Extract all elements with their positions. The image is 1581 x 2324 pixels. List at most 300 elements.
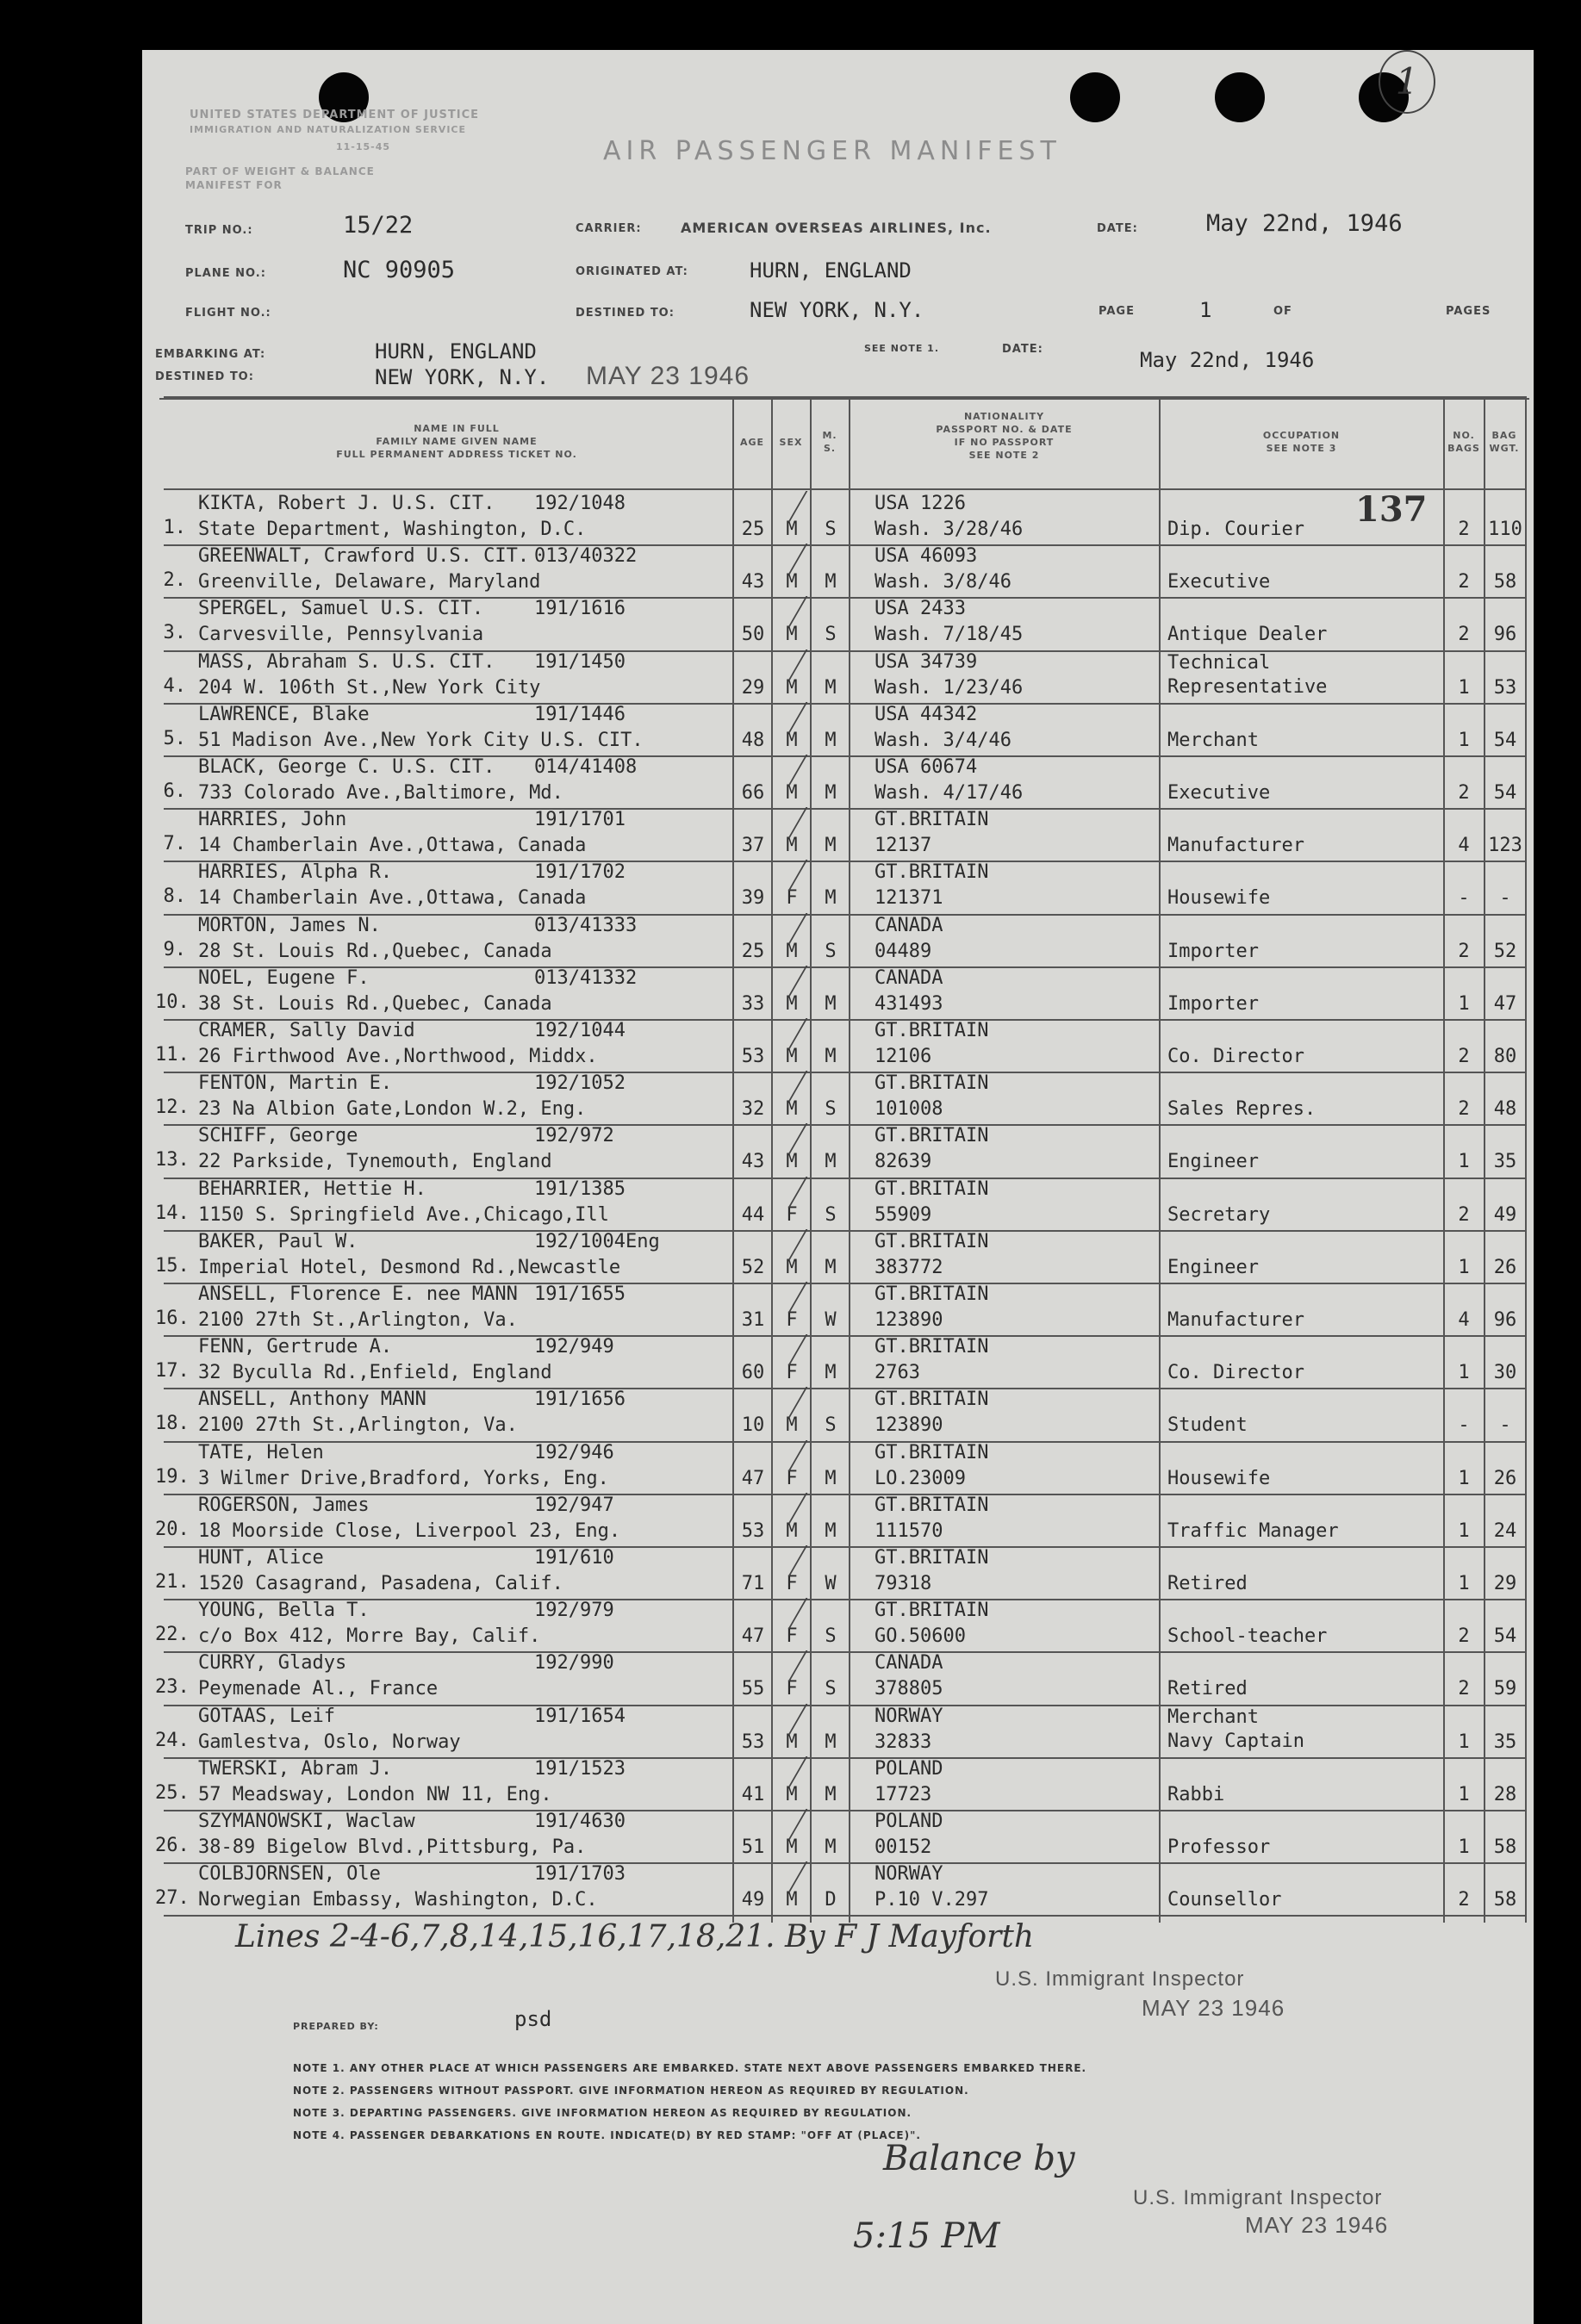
occupation: Antique Dealer	[1167, 624, 1328, 646]
nationality: NORWAY	[875, 1863, 943, 1886]
occupation: Counsellor	[1167, 1889, 1282, 1911]
passenger-sex: M	[786, 624, 798, 646]
corner-number: 1	[1379, 50, 1435, 114]
passenger-name: TATE, Helen	[198, 1441, 324, 1463]
passenger-age: 53	[741, 1519, 765, 1542]
passenger-name: CURRY, Gladys	[198, 1652, 347, 1675]
passenger-name: KIKTA, Robert J. U.S. CIT.	[198, 493, 495, 514]
marital-status: M	[825, 835, 837, 857]
prepared-label: PREPARED BY:	[293, 2021, 379, 2032]
passenger-address: State Department, Washington, D.C.	[198, 519, 587, 540]
row-number: 5.	[163, 727, 186, 749]
bag-count: 1	[1458, 1783, 1470, 1805]
office-label: UNITED STATES DEPARTMENT OF JUSTICE	[190, 109, 480, 121]
passenger-sex: F	[786, 1625, 798, 1648]
table-row	[155, 1230, 1527, 1283]
bag-count: 1	[1458, 676, 1470, 699]
occupation: Secretary	[1167, 1203, 1271, 1226]
passenger-age: 55	[741, 1678, 765, 1700]
passenger-age: 33	[741, 992, 765, 1015]
passenger-sex: M	[786, 676, 798, 699]
passenger-age: 48	[741, 729, 765, 751]
marital-status: S	[825, 940, 837, 962]
passport: 32833	[875, 1731, 932, 1753]
table-row	[155, 1705, 1527, 1758]
ticket-number: 191/1701	[534, 809, 626, 831]
bag-count: 4	[1458, 1309, 1470, 1331]
bag-weight: 48	[1493, 1098, 1517, 1121]
ticket-number: 191/610	[534, 1547, 614, 1569]
bag-count: 1	[1458, 729, 1470, 751]
bag-weight: 58	[1493, 571, 1517, 593]
occupation: Engineer	[1167, 1256, 1259, 1278]
passenger-address: Norwegian Embassy, Washington, D.C.	[198, 1889, 598, 1911]
nationality: GT.BRITAIN	[875, 1547, 989, 1569]
col-passport-header: NATIONALITY PASSPORT NO. & DATE IF NO PASSPORT SEE NOTE 2	[936, 411, 1073, 461]
nationality: USA 46093	[875, 545, 978, 568]
table-row	[155, 1178, 1527, 1231]
marital-status: M	[825, 1731, 837, 1753]
passenger-name: GOTAAS, Leif	[198, 1705, 335, 1727]
passenger-age: 41	[741, 1783, 765, 1805]
bag-weight: 96	[1493, 1309, 1517, 1331]
ticket-number: 191/1446	[534, 703, 626, 725]
table-row	[155, 1283, 1527, 1336]
bag-weight: 53	[1493, 676, 1517, 699]
marital-status: S	[825, 1414, 837, 1437]
marital-status: W	[825, 1309, 837, 1331]
bag-count: -	[1458, 1414, 1470, 1437]
nationality: GT.BRITAIN	[875, 1283, 989, 1305]
bag-weight: 26	[1493, 1467, 1517, 1489]
passenger-sex: M	[786, 1836, 798, 1858]
row-number: 15.	[155, 1254, 190, 1277]
nationality: GT.BRITAIN	[875, 1336, 989, 1358]
check-mark	[715, 1861, 808, 1892]
bag-weight: 35	[1493, 1151, 1517, 1173]
passenger-address: Gamlestva, Oslo, Norway	[198, 1731, 461, 1753]
row-number: 27.	[155, 1887, 190, 1910]
table-row	[155, 1336, 1527, 1389]
passenger-sex: M	[786, 992, 798, 1015]
nationality: USA 34739	[875, 650, 978, 673]
passenger-sex: M	[786, 1889, 798, 1911]
row-number: 11.	[155, 1044, 190, 1066]
bag-weight: 54	[1493, 782, 1517, 804]
check-mark	[715, 702, 808, 733]
passenger-address: 26 Firthwood Ave.,Northwood, Middx.	[198, 1046, 598, 1067]
passport: 383772	[875, 1256, 943, 1278]
passenger-sex: M	[786, 835, 798, 857]
bag-count: 1	[1458, 1467, 1470, 1489]
marital-status: M	[825, 1519, 837, 1542]
passenger-age: 50	[741, 624, 765, 646]
ticket-number: 191/1656	[534, 1389, 626, 1411]
bag-count: 4	[1458, 835, 1470, 857]
bag-count: 1	[1458, 1836, 1470, 1858]
passenger-address: 1150 S. Springfield Ave.,Chicago,Ill	[198, 1203, 609, 1226]
marital-status: M	[825, 1151, 837, 1173]
row-number: 16.	[155, 1308, 190, 1329]
bag-weight: 96	[1493, 624, 1517, 646]
ticket-number: 013/40322	[534, 545, 638, 568]
passenger-age: 43	[741, 1151, 765, 1173]
weight-total: 137	[1355, 489, 1428, 530]
ticket-number: 192/1052	[534, 1072, 626, 1095]
bag-count: 1	[1458, 1362, 1470, 1384]
occupation: Manufacturer	[1167, 1309, 1304, 1331]
row-number: 10.	[155, 991, 190, 1013]
passport: 00152	[875, 1836, 932, 1858]
check-mark	[715, 544, 808, 575]
row-number: 8.	[163, 885, 186, 908]
nationality: GT.BRITAIN	[875, 809, 989, 831]
nationality: USA 60674	[875, 756, 978, 778]
bag-count: 2	[1458, 1203, 1470, 1226]
col-bags-header: NO. BAGS	[1447, 430, 1480, 454]
ticket-number: 192/972	[534, 1125, 614, 1147]
passenger-name: FENTON, Martin E.	[198, 1072, 393, 1095]
marital-status: M	[825, 676, 837, 699]
marital-status: W	[825, 1573, 837, 1594]
marital-status: M	[825, 571, 837, 593]
passenger-sex: M	[786, 729, 798, 751]
passenger-address: 14 Chamberlain Ave.,Ottawa, Canada	[198, 835, 587, 857]
marital-status: M	[825, 782, 837, 804]
check-mark	[715, 913, 808, 944]
occupation: Engineer	[1167, 1151, 1259, 1173]
marital-status: M	[825, 1046, 837, 1067]
table-row	[155, 1547, 1527, 1600]
occupation: Importer	[1167, 992, 1259, 1015]
table-row	[155, 1811, 1527, 1863]
passenger-address: 204 W. 106th St.,New York City	[198, 676, 541, 699]
passenger-address: 3 Wilmer Drive,Bradford, Yorks, Eng.	[198, 1467, 609, 1489]
notes-list	[293, 2057, 1086, 2147]
passenger-sex: F	[786, 1309, 798, 1331]
passenger-name: SCHIFF, George	[198, 1125, 358, 1147]
occupation: Executive	[1167, 782, 1271, 804]
embarking-value: HURN, ENGLAND	[375, 339, 537, 364]
passenger-name: SZYMANOWSKI, Waclaw	[198, 1811, 415, 1832]
row-number: 21.	[155, 1571, 190, 1593]
passenger-address: 2100 27th St.,Arlington, Va.	[198, 1309, 518, 1331]
nationality: GT.BRITAIN	[875, 1125, 989, 1147]
passenger-address: Imperial Hotel, Desmond Rd.,Newcastle	[198, 1256, 621, 1278]
ticket-number: 192/949	[534, 1336, 614, 1358]
bag-count: 2	[1458, 940, 1470, 962]
occupation: Retired	[1167, 1678, 1248, 1700]
ticket-number: 191/4630	[534, 1811, 626, 1832]
occupation: Student	[1167, 1414, 1248, 1437]
bag-weight: 52	[1493, 940, 1517, 962]
check-mark	[715, 1704, 808, 1735]
check-mark	[715, 807, 808, 838]
passenger-name: SPERGEL, Samuel U.S. CIT.	[198, 598, 484, 620]
bag-weight: 47	[1493, 992, 1517, 1015]
row-number: 12.	[155, 1097, 190, 1119]
passenger-name: FENN, Gertrude A.	[198, 1336, 393, 1358]
nationality: CANADA	[875, 966, 943, 989]
originated-label: ORIGINATED AT:	[576, 265, 688, 278]
passenger-age: 43	[741, 571, 765, 593]
check-mark	[715, 1282, 808, 1313]
bag-weight: 35	[1493, 1731, 1517, 1753]
occupation: School-teacher	[1167, 1625, 1328, 1648]
passenger-address: Carvesville, Pennsylvania	[198, 624, 484, 646]
bag-weight: 26	[1493, 1256, 1517, 1278]
ticket-number: 192/1004Eng	[534, 1230, 660, 1252]
ticket-number: 192/1044	[534, 1020, 626, 1041]
occupation: Housewife	[1167, 887, 1271, 910]
nationality: GT.BRITAIN	[875, 1441, 989, 1463]
bag-count: 2	[1458, 782, 1470, 804]
trip-label: TRIP NO.:	[185, 224, 253, 237]
passport: 101008	[875, 1098, 943, 1121]
page-title: AIR PASSENGER MANIFEST	[603, 136, 1061, 166]
passenger-name: BEHARRIER, Hettie H.	[198, 1178, 426, 1200]
occupation: Traffic Manager	[1167, 1519, 1339, 1542]
nationality: GT.BRITAIN	[875, 1072, 989, 1095]
punch-hole	[1070, 72, 1120, 122]
marital-status: S	[825, 1625, 837, 1648]
col-sex-header: SEX	[779, 437, 803, 448]
ticket-number: 192/990	[534, 1652, 614, 1675]
ticket-number: 191/1702	[534, 861, 626, 884]
inspector-stamp: MAY 23 1946	[1142, 1995, 1285, 2021]
passenger-age: 66	[741, 782, 765, 804]
passenger-sex: F	[786, 1678, 798, 1700]
passenger-sex: F	[786, 1203, 798, 1226]
inspector-label: U.S. Immigrant Inspector	[995, 1967, 1245, 1991]
table-row	[155, 1072, 1527, 1125]
passenger-age: 47	[741, 1467, 765, 1489]
passenger-sex: M	[786, 1519, 798, 1542]
footnote: NOTE 1. ANY OTHER PLACE AT WHICH PASSENGERS ARE EMBARKED. STATE NEXT ABOVE PASSENGERS EMBARKED THERE.	[293, 2062, 1087, 2074]
destined2-label: DESTINED TO:	[155, 370, 254, 383]
passenger-age: 37	[741, 835, 765, 857]
occupation: Co. Director	[1167, 1046, 1304, 1067]
trip-number: 15/22	[343, 212, 414, 239]
passenger-address: 57 Meadsway, London NW 11, Eng.	[198, 1783, 552, 1805]
nationality: USA 2433	[875, 598, 966, 620]
ticket-number: 191/1385	[534, 1178, 626, 1200]
check-mark	[715, 1598, 808, 1629]
ticket-number: 192/946	[534, 1441, 614, 1463]
bag-weight: 59	[1493, 1678, 1517, 1700]
passenger-name: NOEL, Eugene F.	[198, 966, 370, 989]
passenger-age: 53	[741, 1731, 765, 1753]
marital-status: M	[825, 1836, 837, 1858]
of-label: OF	[1273, 305, 1292, 318]
bag-count: 2	[1458, 1889, 1470, 1911]
nationality: USA 44342	[875, 703, 978, 725]
ticket-number: 191/1450	[534, 650, 626, 673]
row-number: 7.	[163, 833, 186, 855]
passport: GO.50600	[875, 1625, 966, 1648]
passport: 121371	[875, 887, 943, 910]
occupation: Executive	[1167, 571, 1271, 593]
passenger-name: GREENWALT, Crawford U.S. CIT.	[198, 545, 530, 568]
bag-count: 1	[1458, 1256, 1470, 1278]
flight-label: FLIGHT NO.:	[185, 307, 271, 320]
bag-count: 1	[1458, 1573, 1470, 1594]
passenger-age: 53	[741, 1046, 765, 1067]
passenger-name: CRAMER, Sally David	[198, 1020, 415, 1041]
passport: 378805	[875, 1678, 943, 1700]
bag-weight: 49	[1493, 1203, 1517, 1226]
occupation: Manufacturer	[1167, 835, 1304, 857]
passenger-address: 28 St. Louis Rd.,Quebec, Canada	[198, 940, 552, 962]
row-divider	[164, 1915, 1527, 1917]
passenger-address: c/o Box 412, Morre Bay, Calif.	[198, 1625, 541, 1648]
passenger-age: 52	[741, 1256, 765, 1278]
passenger-name: MORTON, James N.	[198, 914, 381, 936]
table-row	[164, 809, 1527, 861]
col-ms-header: M. S.	[822, 430, 837, 454]
passenger-name: ANSELL, Florence E. nee MANN	[198, 1283, 518, 1305]
bag-weight: 80	[1493, 1046, 1517, 1067]
table-row	[155, 1125, 1527, 1178]
check-mark	[715, 1123, 808, 1154]
passenger-sex: M	[786, 1256, 798, 1278]
check-mark	[715, 1334, 808, 1365]
passenger-address: 14 Chamberlain Ave.,Ottawa, Canada	[198, 887, 587, 910]
bag-count: -	[1458, 887, 1470, 910]
marital-status: S	[825, 1098, 837, 1121]
passenger-address: Peymenade Al., France	[198, 1678, 439, 1700]
passport: 55909	[875, 1203, 932, 1226]
date-value: May 22nd, 1946	[1206, 210, 1403, 237]
weight-note-2: MANIFEST FOR	[185, 179, 283, 191]
marital-status: S	[825, 1678, 837, 1700]
marital-status: S	[825, 624, 837, 646]
nationality: GT.BRITAIN	[875, 1020, 989, 1041]
carrier-value: AMERICAN OVERSEAS AIRLINES, Inc.	[681, 220, 992, 236]
table-row	[155, 1757, 1527, 1811]
passenger-address: 2100 27th St.,Arlington, Va.	[198, 1414, 518, 1437]
marital-status: M	[825, 729, 837, 751]
occupation: Co. Director	[1167, 1362, 1304, 1384]
occupation: Importer	[1167, 940, 1259, 962]
nationality: POLAND	[875, 1811, 943, 1832]
nationality: CANADA	[875, 1652, 943, 1675]
page-number: 1	[1199, 298, 1212, 322]
passenger-address: 733 Colorado Ave.,Baltimore, Md.	[198, 782, 563, 804]
page-label: PAGE	[1099, 305, 1135, 318]
marital-status: S	[825, 1203, 837, 1226]
row-number: 23.	[155, 1676, 190, 1699]
table-row	[164, 598, 1527, 650]
bag-count: 1	[1458, 992, 1470, 1015]
passenger-sex: M	[786, 1046, 798, 1067]
table-row	[155, 1863, 1527, 1916]
table-row	[164, 861, 1527, 914]
lines-note: Lines 2-4-6,7,8,14,15,16,17,18,21. By F J Mayforth	[235, 1919, 1035, 1954]
passenger-address: 23 Na Albion Gate,London W.2, Eng.	[198, 1098, 587, 1121]
passenger-table	[155, 396, 1527, 1923]
bag-weight: 29	[1493, 1573, 1517, 1594]
pages-label: PAGES	[1446, 305, 1491, 318]
date-stamp: MAY 23 1946	[586, 362, 750, 390]
marital-status: M	[825, 1783, 837, 1805]
time-note: 5:15 PM	[853, 2216, 1000, 2256]
check-mark	[715, 1177, 808, 1208]
table-row	[164, 651, 1527, 704]
occupation: Merchant	[1167, 729, 1259, 751]
occupation: Dip. Courier	[1167, 519, 1304, 540]
occupation: Technical Representative	[1167, 651, 1328, 698]
passenger-sex: M	[786, 519, 798, 540]
passenger-address: 22 Parkside, Tynemouth, England	[198, 1151, 552, 1173]
bag-weight: 24	[1493, 1519, 1517, 1542]
bag-weight: 110	[1488, 519, 1522, 540]
passenger-name: ROGERSON, James	[198, 1494, 370, 1516]
nationality: GT.BRITAIN	[875, 1230, 989, 1252]
table-row	[164, 493, 1527, 545]
table-row	[164, 915, 1527, 967]
bag-count: 2	[1458, 1046, 1470, 1067]
nationality: GT.BRITAIN	[875, 861, 989, 884]
destined-label: DESTINED TO:	[576, 307, 675, 320]
bag-weight: 58	[1493, 1836, 1517, 1858]
nationality: GT.BRITAIN	[875, 1389, 989, 1411]
passenger-sex: F	[786, 1573, 798, 1594]
check-mark	[715, 1756, 808, 1787]
bag-weight: 58	[1493, 1889, 1517, 1911]
passport: Wash. 3/4/46	[875, 729, 1011, 751]
bag-weight: -	[1499, 887, 1511, 910]
passenger-sex: F	[786, 1467, 798, 1489]
row-number: 1.	[163, 517, 186, 538]
passport: Wash. 1/23/46	[875, 676, 1024, 699]
ticket-number: 191/1523	[534, 1757, 626, 1780]
passenger-age: 47	[741, 1625, 765, 1648]
passport: 431493	[875, 992, 943, 1015]
passenger-name: LAWRENCE, Blake	[198, 703, 370, 725]
table-row	[164, 756, 1527, 809]
passenger-name: MASS, Abraham S. U.S. CIT.	[198, 650, 495, 673]
date2-label: DATE:	[1002, 343, 1043, 356]
passenger-sex: M	[786, 1414, 798, 1437]
row-number: 9.	[163, 938, 186, 960]
bag-weight: 54	[1493, 1625, 1517, 1648]
occupation: Sales Repres.	[1167, 1098, 1316, 1121]
row-number: 4.	[163, 674, 186, 697]
table-row	[164, 704, 1527, 756]
row-number: 22.	[155, 1624, 190, 1646]
passenger-address: 18 Moorside Close, Liverpool 23, Eng.	[198, 1519, 621, 1542]
table-row	[155, 1020, 1527, 1072]
marital-status: M	[825, 992, 837, 1015]
passenger-age: 25	[741, 940, 765, 962]
col-age-header: AGE	[739, 437, 765, 448]
passenger-sex: F	[786, 1362, 798, 1384]
bag-weight: 30	[1493, 1362, 1517, 1384]
plane-label: PLANE NO.:	[185, 267, 266, 280]
passport: Wash. 4/17/46	[875, 782, 1024, 804]
passport: 12106	[875, 1046, 932, 1067]
check-mark	[715, 596, 808, 627]
bag-count: 1	[1458, 1151, 1470, 1173]
check-mark	[715, 1229, 808, 1260]
passenger-sex: M	[786, 782, 798, 804]
see-note: SEE NOTE 1.	[864, 343, 940, 354]
passenger-sex: M	[786, 571, 798, 593]
passenger-age: 39	[741, 887, 765, 910]
footnote: NOTE 2. PASSENGERS WITHOUT PASSPORT. GIVE INFORMATION HEREON AS REQUIRED BY REGULATION.	[293, 2085, 969, 2097]
row-number: 19.	[155, 1465, 190, 1488]
